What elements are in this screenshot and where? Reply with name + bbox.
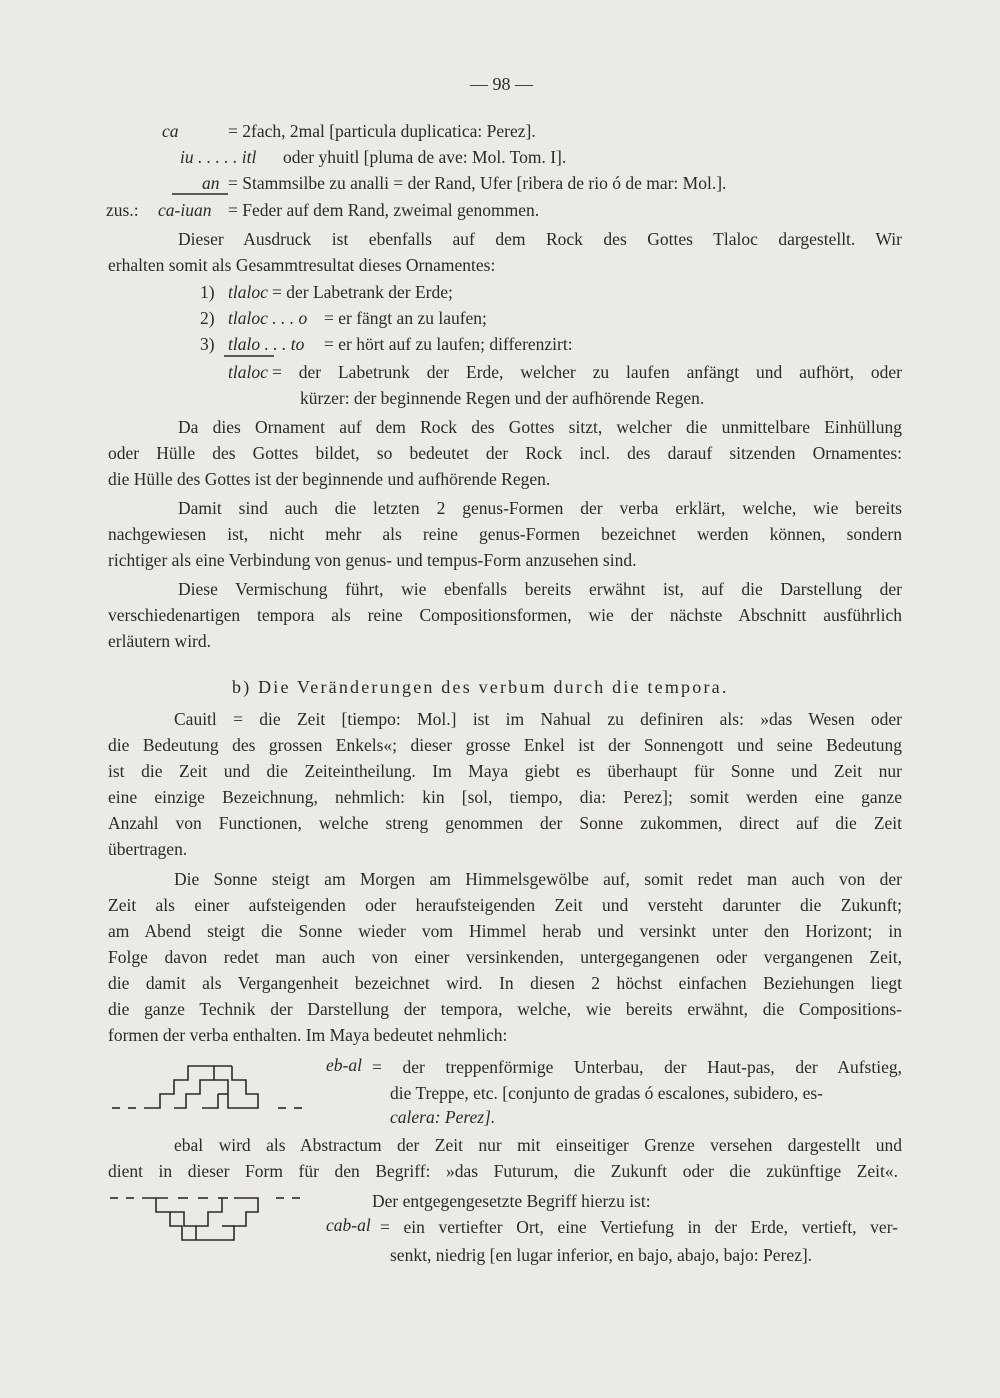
- list-number: 1): [200, 282, 215, 302]
- entry-key: an: [202, 173, 220, 193]
- paragraph-line: eine einzige Bezeichnung, nehmlich: kin [sol, tiempo, dia: Perez]; somit werden eine ganze: [108, 787, 902, 807]
- paragraph-line: Cauitl = die Zeit [tiempo: Mol.] ist im Nahual zu definiren als: »das Wesen oder: [174, 709, 902, 729]
- entry-prefix: zus.:: [106, 200, 139, 220]
- definition-key: cab-al: [326, 1215, 371, 1235]
- entry-key: ca: [162, 121, 179, 141]
- page-number: — 98 —: [470, 74, 533, 94]
- list-number: 3): [200, 334, 215, 354]
- paragraph-line: Zeit als einer aufsteigenden oder heraufsteigenden Zeit und versteht darunter die Zukunft;: [108, 895, 902, 915]
- paragraph-line: Die Sonne steigt am Morgen am Himmelsgewölbe auf, somit redet man auch von der: [174, 869, 902, 889]
- paragraph-line: Da dies Ornament auf dem Rock des Gottes sitzt, welcher die unmittelbare Einhüllung: [178, 417, 902, 437]
- paragraph-line: Anzahl von Functionen, welche streng genommen der Sonne zukommen, direct auf die Zeit: [108, 813, 902, 833]
- paragraph-line: übertragen.: [108, 839, 188, 859]
- paragraph-line: Diese Vermischung führt, wie ebenfalls bereits erwähnt ist, auf die Darstellung der: [178, 579, 902, 599]
- section-heading: b) Die Veränderungen des verbum durch die tempora.: [232, 677, 729, 697]
- list-text: = er hört auf zu laufen; differenzirt:: [324, 334, 573, 354]
- list-key: tlalo . . . to: [228, 334, 305, 354]
- paragraph-line: am Abend steigt die Sonne wieder vom Himmel herab und versinkt unter den Horizont; in: [108, 921, 902, 941]
- definition-text: = ein vertiefter Ort, eine Vertiefung in der Erde, vertieft, ver-: [380, 1217, 898, 1237]
- entry-text: oder yhuitl [pluma de ave: Mol. Tom. I].: [283, 147, 567, 167]
- entry-text: = Feder auf dem Rand, zweimal genommen.: [228, 200, 540, 220]
- list-number: 2): [200, 308, 215, 328]
- list-underline: [224, 355, 280, 359]
- definition-text: = der treppenförmige Unterbau, der Haut-pas, der Aufstieg,: [372, 1057, 902, 1077]
- entry-key: iu . . . . . itl: [180, 147, 257, 167]
- definition-text: die Treppe, etc. [conjunto de gradas ó escalones, subidero, es-: [390, 1083, 824, 1103]
- entry-key: ca-iuan: [158, 200, 212, 220]
- summary-text: kürzer: der beginnende Regen und der aufhörende Regen.: [300, 388, 705, 408]
- paragraph-line: Folge davon redet man auch von einer versinkenden, untergegangenen oder vergangenen Zeit,: [108, 947, 902, 967]
- summary-text: = der Labetrunk der Erde, welcher zu laufen anfängt und aufhört, oder: [272, 362, 902, 382]
- paragraph-line: die ganze Technik der Darstellung der tempora, welche, wie bereits erwähnt, die Compositions-: [108, 999, 902, 1019]
- descending-steps-icon: [108, 1188, 308, 1250]
- paragraph-line: erhalten somit als Gesammtresultat dieses Ornamentes:: [108, 255, 496, 275]
- list-text: = er fängt an zu laufen;: [324, 308, 487, 328]
- summary-key: tlaloc: [228, 362, 268, 382]
- entry-text: = 2fach, 2mal [particula duplicatica: Perez].: [228, 121, 536, 141]
- list-text: = der Labetrank der Erde;: [272, 282, 453, 302]
- paragraph-line: formen der verba enthalten. Im Maya bedeutet nehmlich:: [108, 1025, 508, 1045]
- list-key: tlaloc: [228, 282, 268, 302]
- paragraph-line: die Bedeutung des grossen Enkels«; dieser grosse Enkel ist der Sonnengott und seine Bedeutung: [108, 735, 902, 755]
- paragraph-line: oder Hülle des Gottes bildet, so bedeutet der Rock incl. des darauf sitzenden Ornamentes:: [108, 443, 902, 463]
- paragraph-line: richtiger als eine Verbindung von genus- und tempus-Form anzusehen sind.: [108, 550, 637, 570]
- paragraph-line: dient in dieser Form für den Begriff: »das Futurum, die Zukunft oder die zukünftige Zeit«.: [108, 1161, 898, 1181]
- paragraph-line: ebal wird als Abstractum der Zeit nur mit einseitiger Grenze versehen dargestellt und: [174, 1135, 902, 1155]
- paragraph-line: Damit sind auch die letzten 2 genus-Formen der verba erklärt, welche, wie bereits: [178, 498, 902, 518]
- definition-text: calera: Perez].: [390, 1107, 496, 1127]
- list-key: tlaloc . . . o: [228, 308, 308, 328]
- paragraph-line: nachgewiesen ist, nicht mehr als reine genus-Formen bezeichnet werden können, sondern: [108, 524, 902, 544]
- entry-underline: [172, 193, 232, 197]
- paragraph-line: ist die Zeit und die Zeiteintheilung. Im Maya giebt es überhaupt für Sonne und Zeit nur: [108, 761, 902, 781]
- definition-key: eb-al: [326, 1055, 362, 1075]
- paragraph-line: Der entgegengesetzte Begriff hierzu ist:: [372, 1191, 651, 1211]
- paragraph-line: erläutern wird.: [108, 631, 212, 651]
- ascending-steps-icon: [110, 1058, 310, 1118]
- paragraph-line: Dieser Ausdruck ist ebenfalls auf dem Rock des Gottes Tlaloc dargestellt. Wir: [178, 229, 902, 249]
- paragraph-line: die damit als Vergangenheit bezeichnet wird. In diesen 2 höchst einfachen Beziehungen liegt: [108, 973, 902, 993]
- paragraph-line: verschiedenartigen tempora als reine Compositionsformen, wie der nächste Abschnitt ausführlich: [108, 605, 902, 625]
- definition-text: senkt, niedrig [en lugar inferior, en bajo, abajo, bajo: Perez].: [390, 1245, 813, 1265]
- entry-text: = Stammsilbe zu analli = der Rand, Ufer [ribera de rio ó de mar: Mol.].: [228, 173, 727, 193]
- paragraph-line: die Hülle des Gottes ist der beginnende und aufhörende Regen.: [108, 469, 551, 489]
